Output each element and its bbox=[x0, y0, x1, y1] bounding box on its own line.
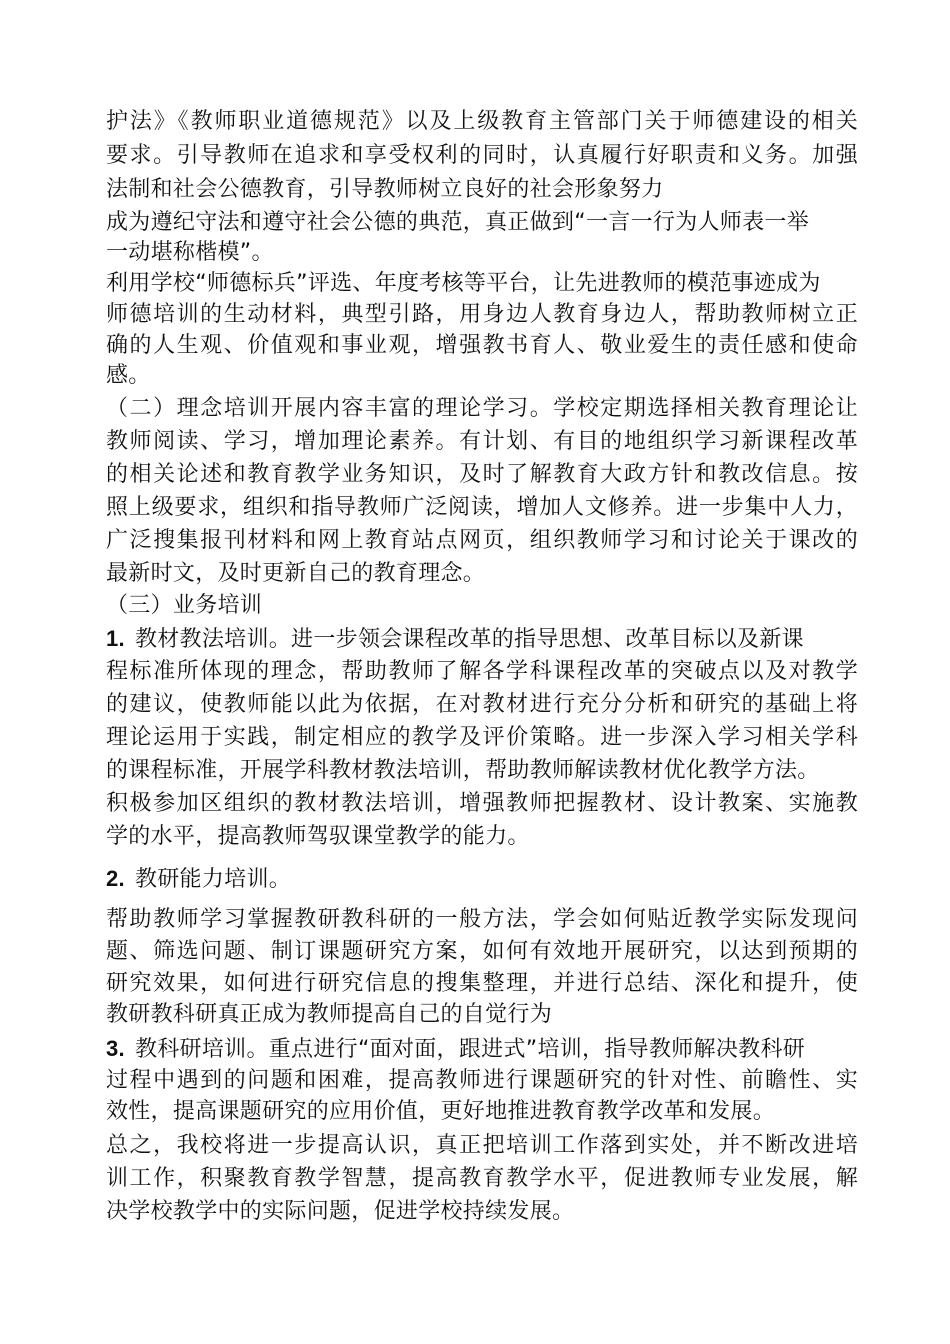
text-line: 题、筛选问题、制订课题研究方案，如何有效地开展研究，以达到预期的 bbox=[106, 939, 858, 964]
text-line: 师德培训的生动材料，典型引路，用身边人教育身边人，帮助教师树立正 bbox=[106, 302, 858, 327]
text-line: 要求。引导教师在追求和享受权利的同时，认真履行好职责和义务。加强 bbox=[106, 143, 858, 168]
text-line: 总之，我校将进一步提高认识，真正把培训工作落到实处，并不断改进培 bbox=[106, 1133, 858, 1158]
text-line: 护法》《教师职业道德规范》以及上级教育主管部门关于师德建设的相关 bbox=[106, 109, 858, 134]
text-line: （二）理念培训开展内容丰富的理论学习。学校定期选择相关教育理论让 bbox=[106, 396, 858, 421]
text-line: 法制和社会公德教育，引导教师树立良好的社会形象努力 bbox=[106, 177, 664, 202]
text-line: 照上级要求，组织和指导教师广泛阅读，增加人文修养。进一步集中人力， bbox=[106, 495, 858, 520]
text-line: 训工作，积聚教育教学智慧，提高教育教学水平，促进教师专业发展，解 bbox=[106, 1166, 858, 1191]
text-line: 帮助教师学习掌握教研教科研的一般方法，学会如何贴近教学实际发现问 bbox=[106, 907, 858, 932]
text-line: 效性，提高课题研究的应用价值，更好地推进教育教学改革和发展。 bbox=[106, 1099, 776, 1124]
text-line: 积极参加区组织的教材教法培训，增强教师把握教材、设计教案、实施教 bbox=[106, 791, 858, 816]
text-line: 研究效果，如何进行研究信息的搜集整理，并进行总结、深化和提升，使 bbox=[106, 971, 858, 996]
text-line: 程标准所体现的理念，帮助教师了解各学科课程改革的突破点以及对教学 bbox=[106, 659, 858, 684]
text-line: 确的人生观、价值观和事业观，增强教书育人、敬业爱生的责任感和使命 bbox=[106, 333, 858, 358]
text-line: 利用学校“师德标兵”评选、年度考核等平台，让先进教师的模范事迹成为 bbox=[106, 271, 821, 296]
text-line: 教科研培训。重点进行“面对面，跟进式”培训，指导教师解决教科研 bbox=[134, 1037, 806, 1062]
text-line: 的相关论述和教育教学业务知识，及时了解教育大政方针和教改信息。按 bbox=[106, 462, 858, 487]
text-line: 广泛搜集报刊材料和网上教育站点网页，组织教师学习和讨论关于课改的 bbox=[106, 528, 858, 553]
numbered-item-3 bbox=[106, 1034, 805, 1064]
text-line: 的建议，使教师能以此为依据，在对教材进行充分分析和研究的基础上将 bbox=[106, 692, 858, 717]
text-line: 学的水平，提高教师驾驭课堂教学的能力。 bbox=[106, 824, 530, 849]
item-number: 1. bbox=[106, 626, 125, 651]
text-line: 教材教法培训。进一步领会课程改革的指导思想、改革目标以及新课 bbox=[134, 627, 804, 652]
text-line: 过程中遇到的问题和困难，提高教师进行课题研究的针对性、前瞻性、实 bbox=[106, 1068, 858, 1093]
text-line: 成为遵纪守法和遵守社会公德的典范，真正做到“一言一行为人师表一举 bbox=[106, 210, 809, 235]
text-line: 教研能力培训。 bbox=[134, 867, 292, 892]
item-number: 2. bbox=[106, 866, 125, 891]
text-line: 一动堪称楷模”。 bbox=[106, 240, 274, 265]
section-heading: （三）业务培训 bbox=[106, 593, 263, 618]
text-line: 最新时文，及时更新自己的教育理念。 bbox=[106, 561, 486, 586]
item-number: 3. bbox=[106, 1036, 125, 1061]
text-line: 感。 bbox=[106, 363, 151, 388]
numbered-item-1 bbox=[106, 624, 804, 654]
text-line: 决学校教学中的实际问题，促进学校持续发展。 bbox=[106, 1199, 575, 1224]
text-line: 的课程标准，开展学科教材教法培训，帮助教师解读教材优化教学方法。 bbox=[106, 758, 820, 783]
text-line: 理论运用于实践，制定相应的教学及评价策略。进一步深入学习相关学科 bbox=[106, 725, 858, 750]
text-line: 教师阅读、学习，增加理论素养。有计划、有目的地组织学习新课程改革 bbox=[106, 429, 858, 454]
numbered-item-2 bbox=[106, 864, 291, 894]
text-line: 教研教科研真正成为教师提高自己的自觉行为 bbox=[106, 1002, 553, 1027]
